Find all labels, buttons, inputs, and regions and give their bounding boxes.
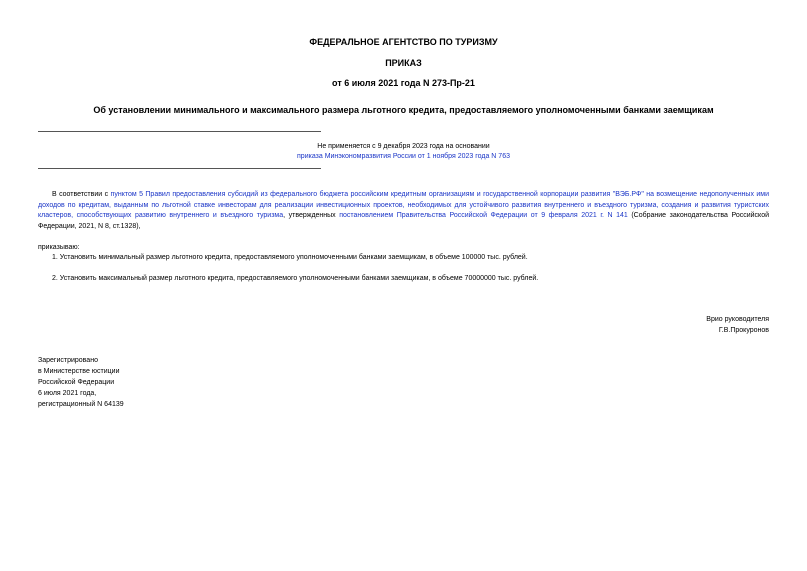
order-title: Об установлении минимального и максимального размера льготного кредита, предоставляемого уполномоченными банками заемщикам: [93, 105, 714, 115]
registration-line: Зарегистрировано: [38, 357, 98, 364]
preamble-text-3: (Собрание законодательства Российской Федерации, 2021, N 8, ст.1328),: [38, 212, 769, 230]
status-note-link[interactable]: приказа Минэкономразвития России от 1 ноября 2023 года N 763: [297, 153, 510, 160]
agency-name: ФЕДЕРАЛЬНОЕ АГЕНТСТВО ПО ТУРИЗМУ: [309, 37, 498, 47]
registration-line: Российской Федерации: [38, 379, 115, 386]
rules-link[interactable]: пунктом 5 Правил предоставления субсидий из федерального бюджета российским кредитным организациям и государственной корпорации развития "ВЭБ.РФ" на возмещение недополученных ими доходов по кредитам, выданным по льготной ставке инвесторам для реализации инвестиционных проектов, необходимых для устойчивого развития внутреннего и въездного туризма, создания и развития туристских кластеров, способствующих развитию внутреннего и въездного туризма: [38, 191, 770, 219]
order-item-2: 2. Установить максимальный размер льготного кредита, предоставляемого уполномоченными банками заемщикам, в объеме 70000000 тыс. рублей.: [52, 275, 539, 282]
registration-line: 6 июля 2021 года,: [38, 390, 97, 397]
order-item-1: 1. Установить минимальный размер льготного кредита, предоставляемого уполномоченными банками заемщикам, в объеме 100000 тыс. рублей.: [52, 254, 528, 261]
document-type: ПРИКАЗ: [385, 58, 422, 68]
order-date-number: от 6 июля 2021 года N 273-Пр-21: [332, 78, 475, 88]
divider-bottom: [38, 168, 321, 169]
registration-line: в Министерстве юстиции: [38, 368, 120, 375]
preamble-paragraph: [38, 190, 769, 232]
signatory-name: Г.В.Прокуронов: [718, 327, 769, 334]
preamble-text-1: В соответствии с: [52, 191, 111, 198]
divider-top: [38, 131, 321, 132]
registration-line: регистрационный N 64139: [38, 401, 124, 408]
order-clause: приказываю:: [38, 244, 80, 251]
preamble-text-2: , утвержденных: [283, 212, 340, 219]
signatory-role: Врио руководителя: [706, 316, 769, 323]
resolution-link[interactable]: постановлением Правительства Российской Федерации от 9 февраля 2021 г. N 141: [339, 212, 628, 219]
status-note-text: Не применяется с 9 декабря 2023 года на основании: [317, 143, 490, 150]
